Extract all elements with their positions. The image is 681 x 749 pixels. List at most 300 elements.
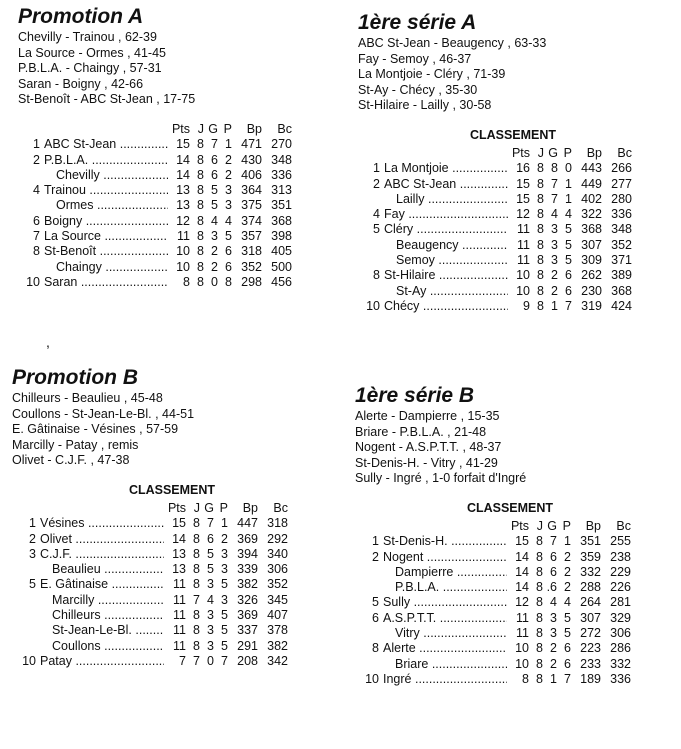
table-header-row <box>20 122 292 137</box>
j-cell: 8 <box>537 176 544 191</box>
pts-cell: 11 <box>173 638 186 653</box>
table-row <box>20 229 292 244</box>
rank-cell <box>360 192 384 207</box>
team-name <box>383 534 507 548</box>
team-name <box>40 577 164 591</box>
g-cell: 3 <box>211 229 218 244</box>
team-label: Marcilly <box>52 592 95 607</box>
standings-table <box>16 501 288 669</box>
p-cell: 5 <box>225 229 232 244</box>
bp-cell: 264 <box>580 595 601 610</box>
rank-cell <box>16 639 40 654</box>
j-cell: 8 <box>537 268 544 283</box>
bp-cell: 307 <box>581 237 602 252</box>
bp-cell: 326 <box>237 592 258 607</box>
table-row <box>360 192 632 207</box>
pts-cell: 11 <box>516 626 529 641</box>
bp-cell: 339 <box>237 562 258 577</box>
team-label: Lailly <box>396 191 425 206</box>
bp-cell: 319 <box>581 298 602 313</box>
bc-cell: 306 <box>267 562 288 577</box>
p-cell: 1 <box>565 176 572 191</box>
bc-cell: 351 <box>271 198 292 213</box>
j-cell: 8 <box>537 207 544 222</box>
pts-cell: 10 <box>516 268 530 283</box>
bp-cell: 318 <box>241 244 262 259</box>
p-cell: 8 <box>225 274 232 289</box>
rank-cell: 8 <box>373 268 380 283</box>
bc-cell: 255 <box>610 534 631 549</box>
column-header: Bp <box>246 121 262 136</box>
bp-cell: 368 <box>581 222 602 237</box>
j-cell: 8 <box>536 534 543 549</box>
p-cell: 6 <box>565 283 572 298</box>
pts-cell: 9 <box>523 298 530 313</box>
p-cell: 6 <box>225 244 232 259</box>
j-cell: 8 <box>536 671 543 686</box>
rank-cell: 10 <box>365 671 379 686</box>
team-cell <box>40 547 164 562</box>
table-row <box>16 623 288 638</box>
table-row <box>16 562 288 577</box>
section-title: 1ère série A <box>358 11 477 34</box>
team-name <box>52 562 164 576</box>
table-row <box>360 299 632 314</box>
standings-table <box>20 122 292 290</box>
table-row <box>16 639 288 654</box>
rank-cell <box>360 238 384 253</box>
j-cell: 8 <box>197 167 204 182</box>
bc-cell: 352 <box>267 577 288 592</box>
table-row <box>360 268 632 283</box>
results-list <box>358 36 668 114</box>
p-cell: 1 <box>221 516 228 531</box>
pts-cell: 14 <box>515 580 529 595</box>
rank-cell: 5 <box>372 595 379 610</box>
team-cell <box>384 177 508 192</box>
team-name <box>395 657 507 671</box>
p-cell: 3 <box>225 183 232 198</box>
bp-cell: 298 <box>241 274 262 289</box>
table-header-row <box>16 501 288 516</box>
j-cell: 8 <box>537 237 544 252</box>
p-cell: 5 <box>565 253 572 268</box>
g-cell: 7 <box>211 137 218 152</box>
team-label: Vésines <box>40 516 85 531</box>
table-row <box>20 168 292 183</box>
team-label: Ormes <box>56 198 94 213</box>
bp-cell: 443 <box>581 161 602 176</box>
rank-cell <box>359 565 383 580</box>
g-cell: 5 <box>207 562 214 577</box>
bp-cell: 288 <box>580 580 601 595</box>
section-serie-b <box>355 385 665 687</box>
team-cell <box>40 623 164 638</box>
team-cell <box>384 222 508 237</box>
p-cell: 6 <box>225 259 232 274</box>
result-line: Chevilly - Trainou , 62-39 <box>18 30 157 44</box>
bc-cell: 424 <box>611 298 632 313</box>
team-name <box>384 222 508 236</box>
g-cell: 3 <box>207 638 214 653</box>
bp-cell: 332 <box>580 564 601 579</box>
g-cell: 4 <box>550 595 557 610</box>
rank-cell <box>16 562 40 577</box>
team-cell <box>383 595 507 610</box>
team-label: Olivet <box>40 531 72 546</box>
pts-cell: 14 <box>515 549 529 564</box>
g-cell: 3 <box>207 608 214 623</box>
j-cell: 8 <box>536 626 543 641</box>
rank-cell: 1 <box>33 137 40 152</box>
p-cell: 1 <box>565 191 572 206</box>
results-list <box>18 30 338 108</box>
team-name <box>56 198 168 212</box>
bc-cell: 329 <box>610 610 631 625</box>
team-label: P.B.L.A. <box>44 152 89 167</box>
table-row <box>359 672 631 687</box>
team-label: P.B.L.A. <box>395 580 440 595</box>
table-header-row <box>359 519 631 534</box>
table-row <box>359 565 631 580</box>
result-line: Briare - P.B.L.A. , 21-48 <box>355 424 487 439</box>
team-label: Ingré <box>383 671 412 686</box>
p-cell: 5 <box>221 608 228 623</box>
j-cell: 8 <box>536 610 543 625</box>
pts-cell: 11 <box>173 592 186 607</box>
team-cell <box>383 641 507 656</box>
team-name <box>44 214 168 228</box>
team-cell <box>40 639 164 654</box>
result-line: P.B.L.A. - Chaingy , 57-31 <box>18 61 162 76</box>
column-header: Bc <box>617 145 632 160</box>
pts-cell: 13 <box>176 183 190 198</box>
bp-cell: 357 <box>241 229 262 244</box>
team-cell <box>383 580 507 595</box>
p-cell: 5 <box>565 237 572 252</box>
g-cell: 3 <box>207 577 214 592</box>
team-name <box>396 238 508 252</box>
p-cell: 5 <box>565 222 572 237</box>
table-row <box>360 253 632 268</box>
rank-cell <box>20 260 44 275</box>
table-row <box>16 593 288 608</box>
j-cell: 8 <box>536 580 543 595</box>
g-cell: 0 <box>207 653 214 668</box>
j-cell: 8 <box>537 298 544 313</box>
team-label: Dampierre <box>395 564 454 579</box>
result-line: La Montjoie - Cléry , 71-39 <box>358 67 506 82</box>
pts-cell: 13 <box>172 562 186 577</box>
j-cell: 8 <box>537 253 544 268</box>
bc-cell: 313 <box>271 183 292 198</box>
result-line: St-Ay - Chécy , 35-30 <box>358 82 478 97</box>
pts-cell: 12 <box>176 213 190 228</box>
bp-cell: 322 <box>581 207 602 222</box>
pts-cell: 11 <box>516 610 529 625</box>
p-cell: 6 <box>565 268 572 283</box>
classement-heading: CLASSEMENT <box>469 127 557 142</box>
bc-cell: 332 <box>610 656 631 671</box>
j-cell: 8 <box>197 183 204 198</box>
rank-cell <box>360 284 384 299</box>
result-line: Sully - Ingré , 1-0 forfait d'Ingré <box>355 471 527 486</box>
pts-cell: 11 <box>517 237 530 252</box>
bp-cell: 430 <box>241 152 262 167</box>
team-label: A.S.P.T.T. <box>383 610 437 625</box>
team-cell <box>384 238 508 253</box>
g-cell: .6 <box>546 580 557 595</box>
p-cell: 2 <box>225 167 232 182</box>
team-cell <box>384 299 508 314</box>
team-name <box>384 161 508 175</box>
j-cell: 8 <box>193 608 200 623</box>
g-cell: 5 <box>211 183 218 198</box>
bp-cell: 291 <box>237 638 258 653</box>
team-cell <box>384 253 508 268</box>
bc-cell: 277 <box>611 176 632 191</box>
bp-cell: 208 <box>237 653 258 668</box>
result-line: Nogent - A.S.P.T.T. , 48-37 <box>355 440 502 455</box>
rank-cell <box>359 657 383 672</box>
team-name <box>383 595 507 609</box>
bc-cell: 238 <box>610 549 631 564</box>
g-cell: 6 <box>550 564 557 579</box>
rank-cell <box>359 626 383 641</box>
g-cell: 2 <box>551 268 558 283</box>
bc-cell: 342 <box>267 653 288 668</box>
g-cell: 3 <box>550 626 557 641</box>
g-cell: 2 <box>551 283 558 298</box>
classement-heading: CLASSEMENT <box>128 482 216 497</box>
p-cell: 3 <box>221 592 228 607</box>
stray-mark: , <box>46 334 50 350</box>
table-row <box>359 641 631 656</box>
column-header: P <box>219 500 228 515</box>
team-label: ABC St-Jean <box>384 176 457 191</box>
bc-cell: 336 <box>610 671 631 686</box>
p-cell: 2 <box>225 152 232 167</box>
section-title: Promotion B <box>12 366 138 389</box>
table-row <box>360 177 632 192</box>
j-cell: 8 <box>536 641 543 656</box>
section-serie-a <box>358 12 668 314</box>
team-cell <box>383 565 507 580</box>
bc-cell: 306 <box>610 626 631 641</box>
pts-cell: 11 <box>173 623 186 638</box>
team-name <box>44 153 168 167</box>
rank-cell: 4 <box>373 207 380 222</box>
team-label: Patay <box>40 653 72 668</box>
team-cell <box>44 214 168 229</box>
bp-cell: 375 <box>241 198 262 213</box>
table-row <box>359 657 631 672</box>
j-cell: 8 <box>536 656 543 671</box>
bp-cell: 406 <box>241 167 262 182</box>
p-cell: 7 <box>564 671 571 686</box>
pts-cell: 7 <box>179 653 186 668</box>
table-row <box>16 547 288 562</box>
team-cell <box>44 153 168 168</box>
rank-cell <box>20 168 44 183</box>
g-cell: 0 <box>211 274 218 289</box>
bc-cell: 286 <box>610 641 631 656</box>
p-cell: 5 <box>564 626 571 641</box>
j-cell: 7 <box>193 653 200 668</box>
rank-cell: 2 <box>372 549 379 564</box>
team-label: Sully <box>383 595 411 610</box>
j-cell: 8 <box>193 638 200 653</box>
bp-cell: 272 <box>580 626 601 641</box>
table-row <box>360 222 632 237</box>
column-header: G <box>208 121 218 136</box>
pts-cell: 15 <box>172 516 186 531</box>
result-line: E. Gâtinaise - Vésines , 57-59 <box>12 422 179 437</box>
p-cell: 6 <box>564 641 571 656</box>
team-label: Boigny <box>44 213 83 228</box>
result-line: Fay - Semoy , 46-37 <box>358 51 472 66</box>
bc-cell: 378 <box>267 623 288 638</box>
g-cell: 4 <box>551 207 558 222</box>
rank-cell: 10 <box>26 274 40 289</box>
pts-cell: 11 <box>517 222 530 237</box>
g-cell: 2 <box>550 656 557 671</box>
rank-cell <box>16 623 40 638</box>
rank-cell: 8 <box>33 244 40 259</box>
team-label: Semoy <box>396 253 435 268</box>
j-cell: 8 <box>537 161 544 176</box>
rank-cell: 2 <box>33 152 40 167</box>
bp-cell: 189 <box>580 671 601 686</box>
p-cell: 2 <box>564 580 571 595</box>
table-row <box>20 214 292 229</box>
g-cell: 7 <box>551 191 558 206</box>
team-name <box>40 654 164 668</box>
pts-cell: 14 <box>176 152 190 167</box>
team-name <box>383 550 507 564</box>
team-name <box>396 192 508 206</box>
g-cell: 2 <box>550 641 557 656</box>
rank-cell: 7 <box>33 229 40 244</box>
pts-cell: 10 <box>176 259 190 274</box>
g-cell: 8 <box>551 161 558 176</box>
team-label: Chilleurs <box>52 608 101 623</box>
pts-cell: 10 <box>516 283 530 298</box>
team-label: Chécy <box>384 298 420 313</box>
bp-cell: 471 <box>241 137 262 152</box>
bp-cell: 369 <box>237 608 258 623</box>
team-cell <box>383 550 507 565</box>
team-name <box>395 565 507 579</box>
table-header-row <box>360 146 632 161</box>
bp-cell: 352 <box>241 259 262 274</box>
g-cell: 1 <box>550 671 557 686</box>
bp-cell: 394 <box>237 546 258 561</box>
g-cell: 7 <box>207 516 214 531</box>
pts-cell: 13 <box>172 546 186 561</box>
j-cell: 8 <box>197 259 204 274</box>
team-label: St-Benoît <box>44 244 97 259</box>
column-header: Pts <box>510 518 529 533</box>
section-title: 1ère série B <box>355 384 475 407</box>
j-cell: 8 <box>537 191 544 206</box>
table-row <box>359 580 631 595</box>
table-row <box>16 608 288 623</box>
bc-cell: 348 <box>271 152 292 167</box>
p-cell: 5 <box>564 610 571 625</box>
team-cell <box>44 137 168 152</box>
table-row <box>20 153 292 168</box>
bp-cell: 382 <box>237 577 258 592</box>
j-cell: 8 <box>537 222 544 237</box>
team-cell <box>383 672 507 687</box>
result-line: St-Denis-H. - Vitry , 41-29 <box>355 455 498 470</box>
team-cell <box>384 284 508 299</box>
j-cell: 8 <box>193 623 200 638</box>
g-cell: 7 <box>551 176 558 191</box>
g-cell: 3 <box>551 237 558 252</box>
column-header: J <box>193 500 200 515</box>
team-label: La Source <box>44 229 101 244</box>
pts-cell: 11 <box>177 229 190 244</box>
pts-cell: 12 <box>516 207 530 222</box>
table-row <box>20 137 292 152</box>
rank-cell: 2 <box>29 531 36 546</box>
j-cell: 8 <box>197 213 204 228</box>
column-header: Pts <box>167 500 186 515</box>
g-cell: 6 <box>550 549 557 564</box>
p-cell: 4 <box>565 207 572 222</box>
bp-cell: 449 <box>581 176 602 191</box>
p-cell: 5 <box>221 577 228 592</box>
team-cell <box>40 532 164 547</box>
table-row <box>360 284 632 299</box>
team-cell <box>40 654 164 669</box>
column-header: Bp <box>586 145 602 160</box>
j-cell: 8 <box>197 137 204 152</box>
j-cell: 8 <box>197 152 204 167</box>
bc-cell: 270 <box>271 137 292 152</box>
table-row <box>360 238 632 253</box>
bp-cell: 351 <box>580 534 601 549</box>
g-cell: 3 <box>551 222 558 237</box>
g-cell: 6 <box>207 531 214 546</box>
j-cell: 8 <box>193 516 200 531</box>
column-header: G <box>204 500 214 515</box>
pts-cell: 10 <box>515 656 529 671</box>
team-name <box>44 275 168 289</box>
j-cell: 8 <box>537 283 544 298</box>
section-promotion-a <box>18 6 338 290</box>
j-cell: 7 <box>193 592 200 607</box>
table-row <box>20 244 292 259</box>
rank-cell <box>20 198 44 213</box>
team-cell <box>383 534 507 549</box>
table-row <box>359 595 631 610</box>
p-cell: 1 <box>564 534 571 549</box>
team-name <box>52 593 164 607</box>
section-title: Promotion A <box>18 5 144 28</box>
g-cell: 7 <box>550 534 557 549</box>
team-cell <box>384 207 508 222</box>
bc-cell: 226 <box>610 580 631 595</box>
pts-cell: 16 <box>516 161 530 176</box>
bc-cell: 318 <box>267 516 288 531</box>
team-label: St-Hilaire <box>384 268 436 283</box>
team-label: Chevilly <box>56 167 100 182</box>
pts-cell: 11 <box>517 253 530 268</box>
team-label: La Montjoie <box>384 161 449 176</box>
